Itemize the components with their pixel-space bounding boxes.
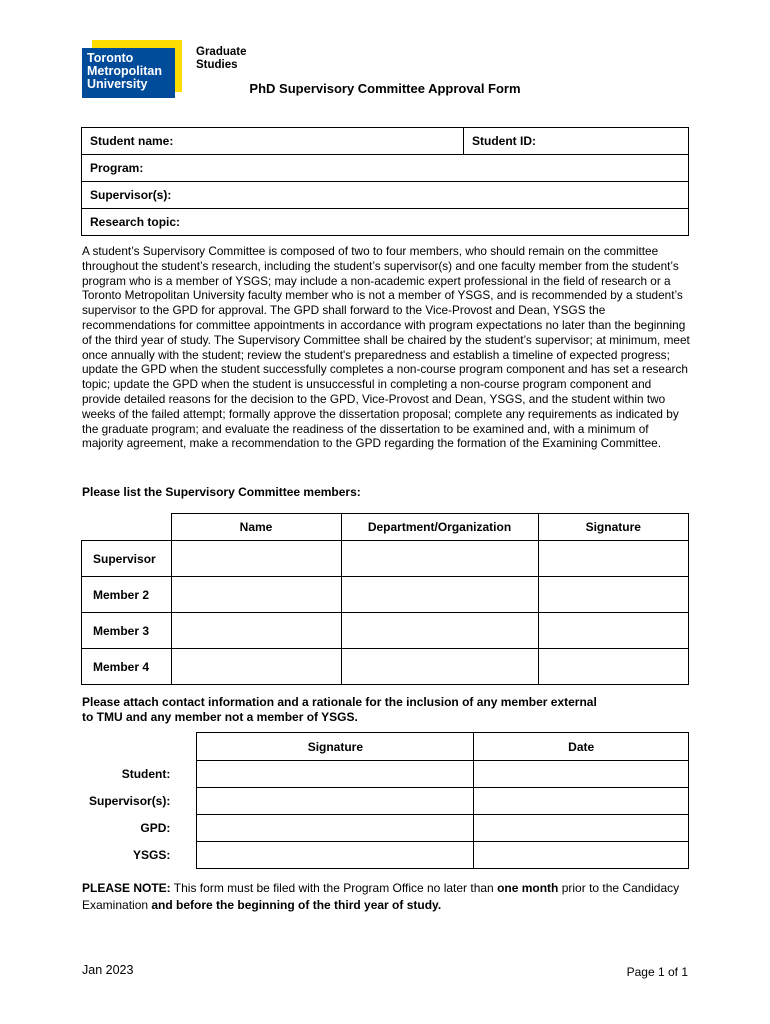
logo-line-2: Metropolitan — [87, 64, 162, 78]
table-row — [81, 815, 689, 842]
note-bold-2: and before the beginning of the third year of study. — [151, 898, 442, 912]
footer-date: Jan 2023 — [82, 963, 134, 977]
program-field[interactable]: Program: — [82, 155, 689, 182]
gpd-signature-cell[interactable] — [197, 815, 474, 842]
form-title: PhD Supervisory Committee Approval Form — [249, 81, 521, 96]
note-bold-1: one month — [497, 881, 559, 895]
table-row — [81, 842, 689, 869]
attach-note — [82, 695, 690, 725]
member-4-name-cell[interactable] — [171, 649, 341, 685]
row-label-student: Student: — [121, 767, 171, 781]
supervisors-field[interactable]: Supervisor(s): — [82, 182, 689, 209]
table-row — [81, 761, 689, 788]
attach-note-line-1: Please attach contact information and a rationale for the inclusion of any member external — [82, 695, 597, 709]
table-row — [82, 649, 689, 685]
note-text-1: This form must be filed with the Program Office no later than — [170, 881, 498, 895]
member-2-name-cell[interactable] — [171, 577, 341, 613]
supervisor-signature-cell[interactable] — [538, 541, 689, 577]
gpd-date-cell[interactable] — [474, 815, 689, 842]
table-row — [82, 613, 689, 649]
members-heading: Please list the Supervisory Committee members: — [82, 485, 361, 499]
member-3-signature-cell[interactable] — [538, 613, 689, 649]
footer-page-number: Page 1 of 1 — [626, 965, 688, 979]
row-label-member-3: Member 3 — [82, 613, 172, 649]
logo-line-1: Toronto — [87, 51, 134, 65]
supervisors-date-cell[interactable] — [474, 788, 689, 815]
member-4-department-cell[interactable] — [341, 649, 538, 685]
student-name-field[interactable]: Student name: — [82, 128, 464, 155]
member-3-department-cell[interactable] — [341, 613, 538, 649]
logo-line-3: University — [87, 77, 148, 91]
header-name: Name — [171, 514, 341, 541]
supervisor-department-cell[interactable] — [341, 541, 538, 577]
member-4-signature-cell[interactable] — [538, 649, 689, 685]
signature-corner — [81, 733, 197, 761]
committee-description: A student’s Supervisory Committee is composed of two to four members, who should remain on the committee throughout the student’s research, including the student’s supervisor(s) and one faculty member from the student’s program who is a member of YSGS; may include a non-academic expert professional in the field of research or a Toronto Metropolitan University faculty member who is not a member of YSGS, and is recommended by a student’s supervisor to the GPD for approval. The GPD shall forward to the Vice-Provost and Dean, YSGS the recommendations for committee appointments in accordance with program expectations no later than the beginning of the third year of study. The Supervisory Committee shall be chaired by the student’s supervisor; at minimum, meet once annually with the student; review the student's preparedness and establish a timeline of expected progress; update the GPD when the student successfully completes a non-course program component and has set a research topic; update the GPD when the student is unsuccessful in completing a non-course program component and provide detailed reasons for the decision to the GPD, Vice-Provost and Dean, YSGS, and the student within two weeks of the failed attempt; formally approve the dissertation proposal; complete any requirements as indicated by the graduate program; and evaluate the readiness of the dissertation to be examined and, with a minimum of majority agreement, make a recommendation to the GPD regarding the formation of the Examining Committee. — [82, 244, 690, 451]
student-info-table — [81, 127, 689, 236]
row-label-member-2: Member 2 — [82, 577, 172, 613]
attach-note-line-2: to TMU and any member not a member of YSGS. — [82, 710, 358, 724]
row-label-gpd: GPD: — [140, 821, 171, 835]
header-department: Department/Organization — [341, 514, 538, 541]
table-row — [82, 541, 689, 577]
member-2-department-cell[interactable] — [341, 577, 538, 613]
member-3-name-cell[interactable] — [171, 613, 341, 649]
table-row — [82, 577, 689, 613]
student-signature-cell[interactable] — [197, 761, 474, 788]
row-label-supervisors: Supervisor(s): — [89, 794, 171, 808]
row-label-supervisor: Supervisor — [82, 541, 172, 577]
table-row — [81, 788, 689, 815]
members-table — [81, 513, 689, 685]
header-signature: Signature — [538, 514, 689, 541]
ysgs-signature-cell[interactable] — [197, 842, 474, 869]
logo-sub-line-1: Graduate — [196, 46, 247, 58]
student-id-field[interactable]: Student ID: — [464, 128, 689, 155]
note-text-2: prior to the Candidacy Examination — [82, 881, 680, 912]
please-note — [82, 880, 690, 914]
student-date-cell[interactable] — [474, 761, 689, 788]
ysgs-date-cell[interactable] — [474, 842, 689, 869]
supervisor-name-cell[interactable] — [171, 541, 341, 577]
row-label-member-4: Member 4 — [82, 649, 172, 685]
header-signature-col: Signature — [197, 733, 474, 761]
row-label-ysgs: YSGS: — [133, 848, 171, 862]
logo-sub-line-2: Studies — [196, 58, 238, 71]
supervisors-signature-cell[interactable] — [197, 788, 474, 815]
graduate-studies-label — [196, 46, 247, 71]
members-corner — [82, 514, 172, 541]
header-date-col: Date — [474, 733, 689, 761]
research-topic-field[interactable]: Research topic: — [82, 209, 689, 236]
note-label: PLEASE NOTE: — [82, 881, 171, 895]
member-2-signature-cell[interactable] — [538, 577, 689, 613]
signature-table — [81, 732, 689, 869]
